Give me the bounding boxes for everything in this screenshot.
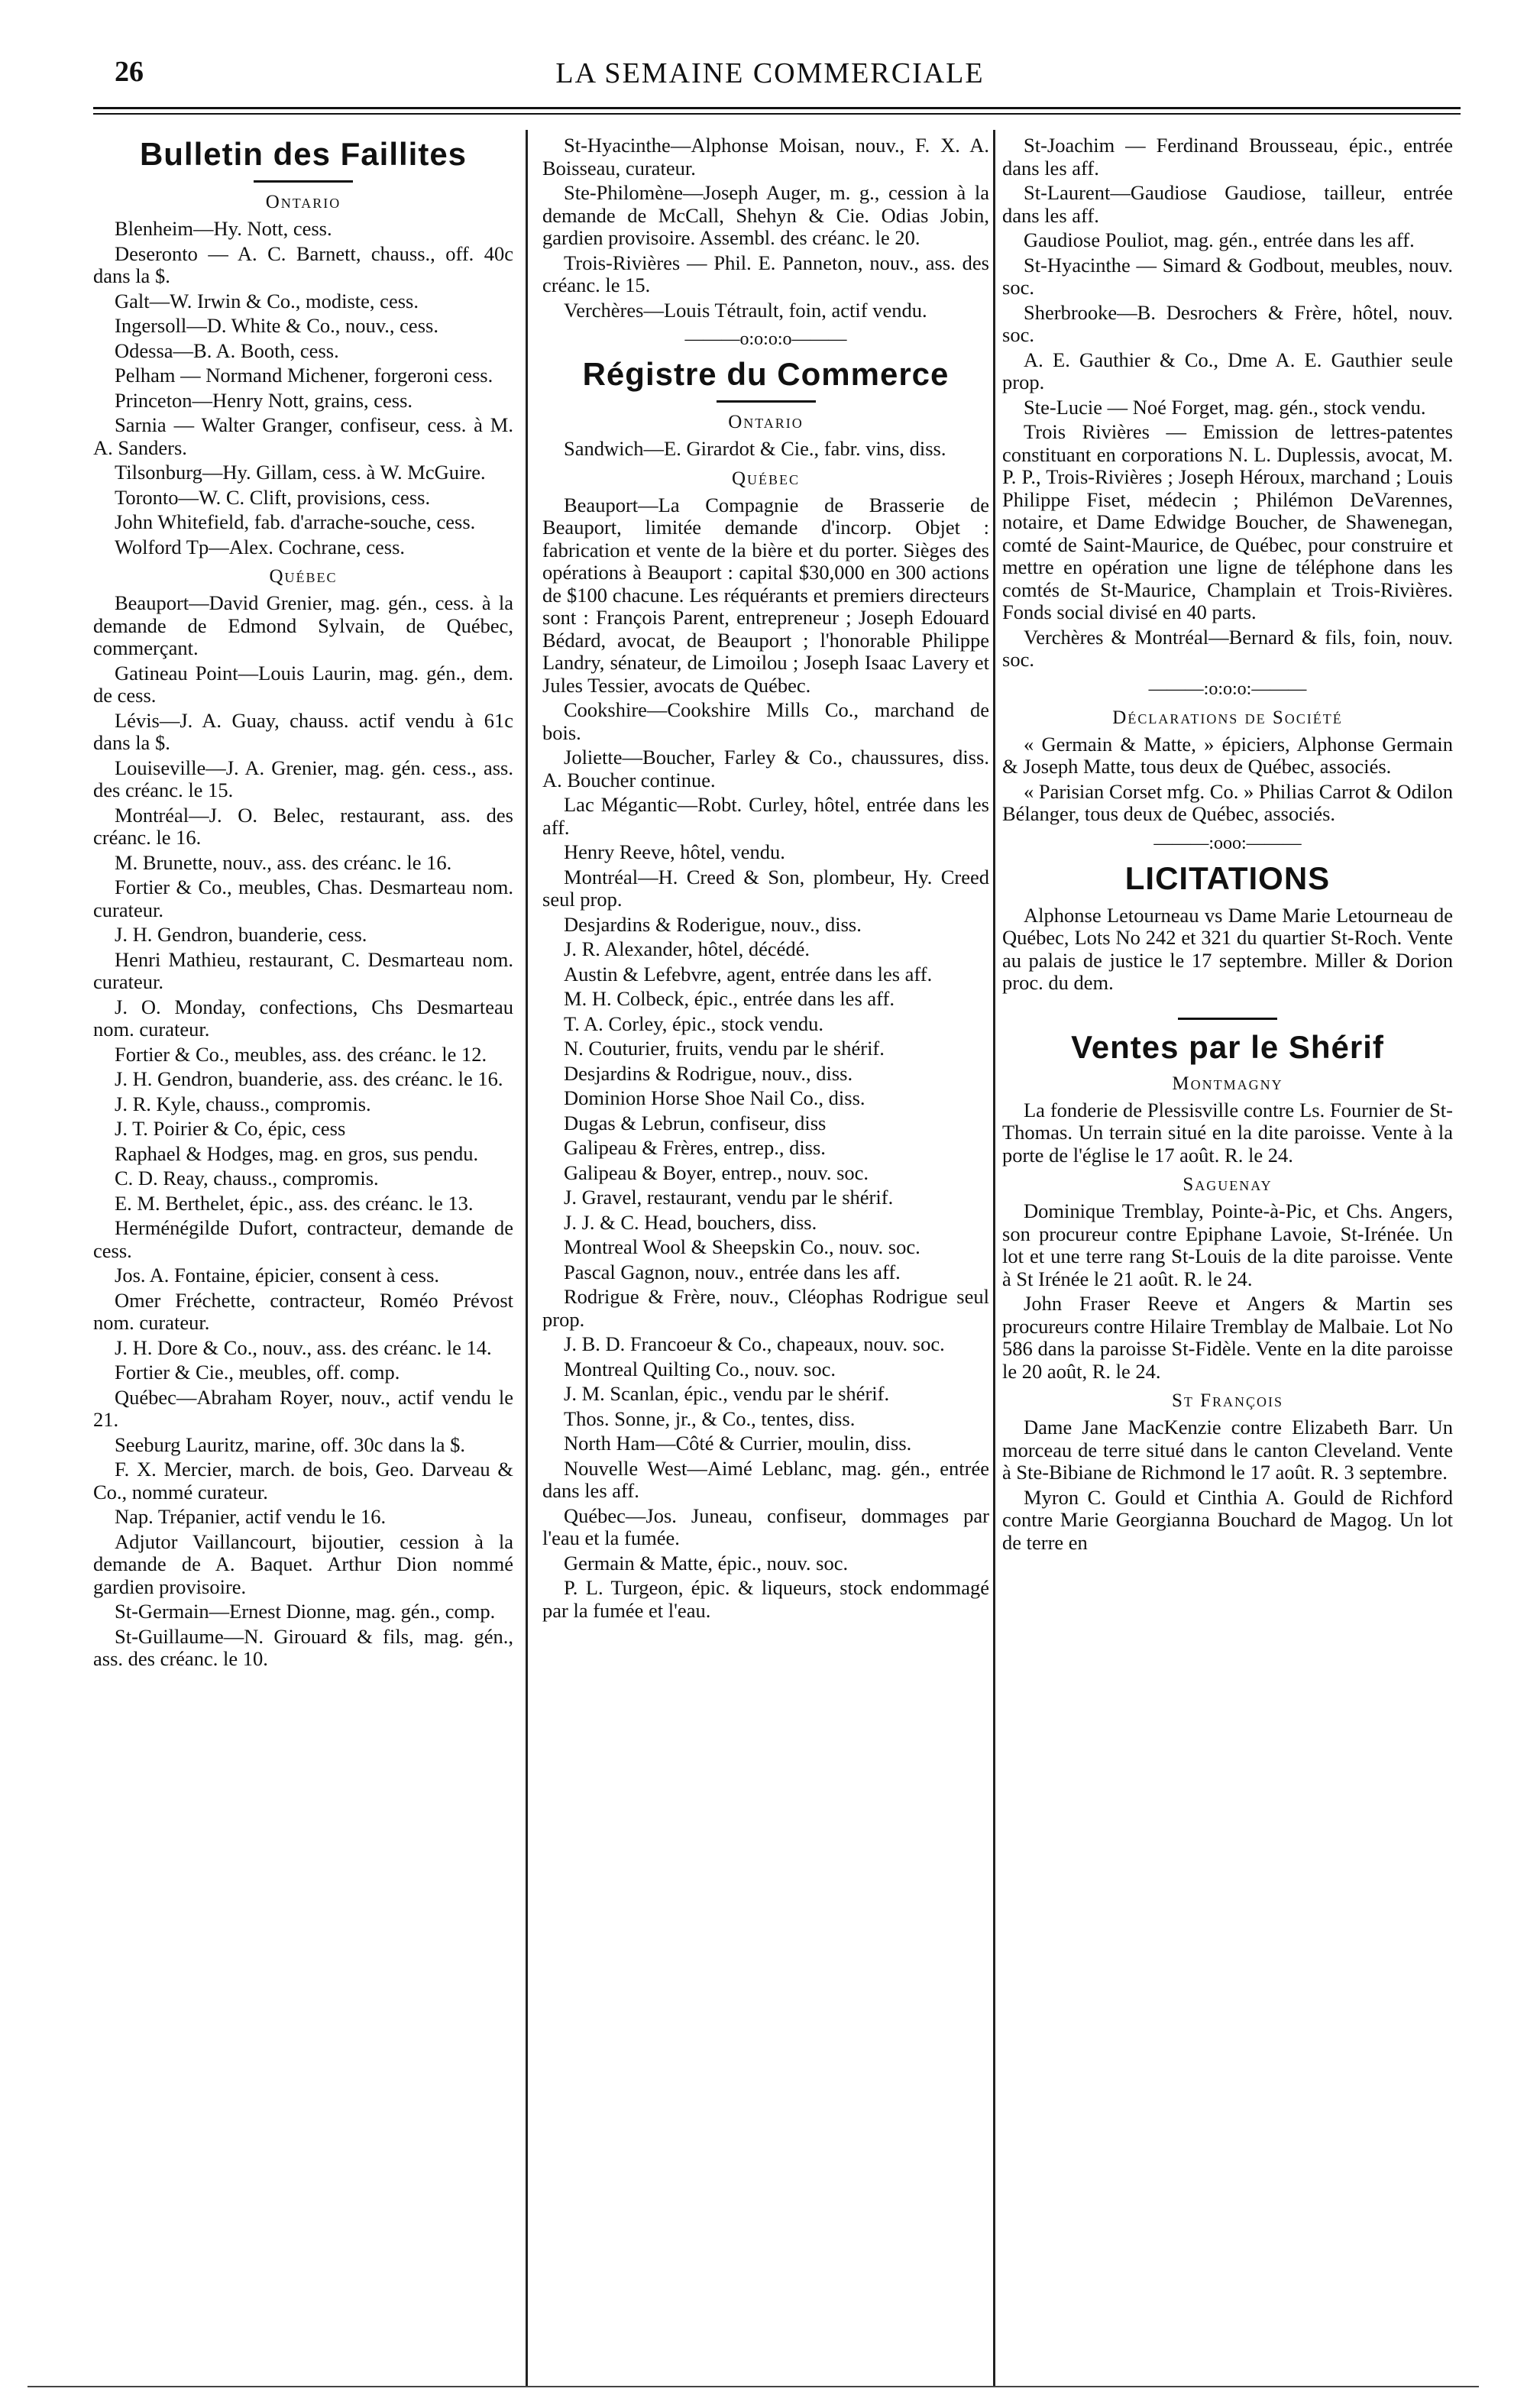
listing-entry: Galt—W. Irwin & Co., modiste, cess. [115,289,419,312]
listing-entry: Alphonse Letourneau vs Dame Marie Letourneau de Québec, Lots No 242 et 321 du quartier St-Roch. Vente au palais de justice le 17 septembre. Miller & Dorion proc. du dem. [1002,903,1453,994]
listing-entry: M. Brunette, nouv., ass. des créanc. le 16. [115,850,452,874]
licitations-list [1002,905,1453,995]
listing-entry: J. B. D. Francoeur & Co., chapeaux, nouv. soc. [564,1332,945,1355]
listing-entry: P. L. Turgeon, épic. & liqueurs, stock endommagé par la fumée et l'eau. [542,1576,989,1622]
listing-entry: Fortier & Co., meubles, Chas. Desmarteau nom. curateur. [93,875,513,921]
listing-entry: Rodrigue & Frère, nouv., Cléophas Rodrigue seul prop. [542,1285,989,1331]
listing-entry: Omer Fréchette, contracteur, Roméo Prévost nom. curateur. [93,1288,513,1334]
listing-entry: Raphael & Hodges, mag. en gros, sus pendu. [115,1141,479,1165]
listing-entry: St-Guillaume—N. Girouard & fils, mag. gén., ass. des créanc. le 10. [93,1624,513,1670]
listing-entry: J. O. Monday, confections, Chs Desmarteau nom. curateur. [93,995,513,1041]
listing-entry: J. R. Kyle, chauss., compromis. [115,1092,371,1115]
listing-entry: Seeburg Lauritz, marine, off. 30c dans la $. [115,1432,465,1456]
declarations-list [1002,733,1453,826]
listing-entry: La fonderie de Plessisville contre Ls. Fournier de St-Thomas. Un terrain situé en la dite paroisse. Vente à la porte de l'église le 17 août. R. le 24. [1002,1098,1453,1167]
listing-entry: Trois Rivières — Emission de lettres-patentes constituant en corporations N. L. Duplessis, avocat, M. P. P., Trois-Rivières ; Joseph Héroux, marchand ; Louis Philippe Fiset, médecin ; Philémon DeVarennes, notaire, et Dame Edwidge Boucher, de Shawenegan, comté de Saint-Maurice, de Québec, pour construire et mettre en opération une ligne de téléphone dans les comtés de St-Maurice, Champlain et Trois-Rivières. Fonds social divisé en 40 parts. [1002,420,1453,623]
listing-entry: Trois-Rivières — Phil. E. Panneton, nouv., ass. des créanc. le 15. [542,251,989,296]
listing-entry: Montreal Wool & Sheepskin Co., nouv. soc. [564,1235,920,1258]
listing-entry: T. A. Corley, épic., stock vendu. [564,1011,824,1035]
region-heading-saguenay: Saguenay [1182,1174,1273,1195]
title-rule [717,400,816,403]
listing-entry: Louiseville—J. A. Grenier, mag. gén. cess., ass. des créanc. le 15. [93,756,513,801]
header-rule [93,107,1461,109]
listing-entry: Cookshire—Cookshire Mills Co., marchand de bois. [542,698,989,744]
listing-entry: Desjardins & Rodrigue, nouv., diss. [564,1061,853,1085]
listing-entry: Galipeau & Frères, entrep., diss. [564,1136,826,1159]
listing-entry: Beauport—La Compagnie de Brasserie de Beauport, limitée demande d'incorp. Objet : fabrication et vente de la bière et du porter. Sièges des opérations à Beauport : capital $30,000 en 300 actions de $100 chacune. Les réquérants et premiers directeurs sont : François Parent, entrepreneur ; Joseph Edouard Bédard, avocat, de Beauport ; l'honorable Philippe Landry, sénateur, de Limoilou ; Joseph Isaac Lavery et Jules Tessier, avocats de Québec. [542,493,989,697]
listing-entry: Thos. Sonne, jr., & Co., tentes, diss. [564,1406,856,1430]
listing-entry: Québec—Abraham Royer, nouv., actif vendu le 21. [93,1385,513,1431]
listing-entry: St-Joachim — Ferdinand Brousseau, épic., entrée dans les aff. [1002,134,1453,180]
listing-entry: Dame Jane MacKenzie contre Elizabeth Barr. Un morceau de terre situé dans le canton Cleveland. Vente à Ste-Bibiane de Richmond le 17 août. R. 3 septembre. [1002,1416,1453,1484]
listing-entry: Nap. Trépanier, actif vendu le 16. [115,1505,387,1528]
listing-entry: North Ham—Côté & Currier, moulin, diss. [564,1432,912,1455]
listing-entry: St-Germain—Ernest Dionne, mag. gén., comp. [115,1600,496,1623]
page-header [0,55,1540,110]
listing-entry: Toronto—W. C. Clift, provisions, cess. [115,485,431,509]
listing-entry: Odessa—B. A. Booth, cess. [115,338,339,362]
footer-rule [28,2386,1479,2387]
listing-entry: N. Couturier, fruits, vendu par le shérif. [564,1037,885,1060]
column-licitations [1002,134,1453,2380]
listing-entry: Desjardins & Roderigue, nouv., diss. [564,912,862,936]
listing-entry: Joliette—Boucher, Farley & Co., chaussures, diss. A. Boucher continue. [542,746,989,791]
section-rule [1178,1018,1277,1020]
section-title-registre: Régistre du Commerce [582,356,950,392]
region-heading-ontario: Ontario [265,192,341,212]
listing-entry: St-Hyacinthe—Alphonse Moisan, nouv., F. X. A. Boisseau, curateur. [542,134,989,180]
listing-entry: Dominion Horse Shoe Nail Co., diss. [564,1086,865,1109]
section-title-licitations: LICITATIONS [1124,859,1331,896]
listing-entry: J. H. Gendron, buanderie, cess. [115,923,367,946]
listing-entry: J. H. Dore & Co., nouv., ass. des créanc. le 14. [115,1335,492,1359]
listing-entry: « Parisian Corset mfg. Co. » Philias Carrot & Odilon Bélanger, tous deux de Québec, associés. [1002,779,1453,825]
listing-entry: A. E. Gauthier & Co., Dme A. E. Gauthier seule prop. [1002,348,1453,393]
listing-entry: Henri Mathieu, restaurant, C. Desmarteau nom. curateur. [93,947,513,993]
listing-entry: Montréal—J. O. Belec, restaurant, ass. des créanc. le 16. [93,803,513,849]
listing-entry: Henry Reeve, hôtel, vendu. [564,840,785,863]
listing-entry: Gatineau Point—Louis Laurin, mag. gén., dem. de cess. [93,661,513,707]
listing-entry: Pascal Gagnon, nouv., entrée dans les aff. [564,1260,901,1283]
listing-entry: John Whitefield, fab. d'arrache-souche, cess. [115,510,476,533]
listing-entry: Ingersoll—D. White & Co., nouv., cess. [115,314,438,337]
header-rule-thin [93,113,1461,115]
listing-entry: Fortier & Cie., meubles, off. comp. [115,1361,400,1384]
listing-entry: Lévis—J. A. Guay, chauss. actif vendu à 61c dans la $. [93,708,513,754]
listing-entry: Austin & Lefebvre, agent, entrée dans les aff. [564,962,933,986]
listing-entry: J. H. Gendron, buanderie, ass. des créanc. le 16. [115,1067,503,1090]
listing-entry: Ste-Philomène—Joseph Auger, m. g., cession à la demande de McCall, Shehyn & Cie. Odias Jobin, gardien provisoire. Assembl. des créanc. le 20. [542,181,989,249]
column-divider-left [526,130,528,2387]
listing-entry: J. Gravel, restaurant, vendu par le shérif. [564,1186,894,1209]
listing-entry: Princeton—Henry Nott, grains, cess. [115,388,413,412]
listing-entry: Fortier & Co., meubles, ass. des créanc. le 12. [115,1042,487,1066]
st-francois-list [1002,1416,1453,1554]
region-heading-montmagny: Montmagny [1172,1073,1283,1094]
registre-ontario-list [542,438,989,461]
listing-entry: E. M. Berthelet, épic., ass. des créanc. le 13. [115,1191,474,1215]
listing-entry: Galipeau & Boyer, entrep., nouv. soc. [564,1160,869,1184]
listing-entry: J. T. Poirier & Co, épic, cess [115,1117,346,1140]
listing-entry: Montreal Quilting Co., nouv. soc. [564,1357,836,1380]
title-rule [254,180,353,183]
column-registre [542,134,989,2380]
faillites-quebec-list [93,592,513,1671]
listing-entry: C. D. Reay, chauss., compromis. [115,1167,379,1189]
listing-entry: Wolford Tp—Alex. Cochrane, cess. [115,535,406,558]
region-heading-ontario: Ontario [728,412,804,432]
listing-entry: J. R. Alexander, hôtel, décédé. [564,937,810,960]
listing-entry: Dominique Tremblay, Pointe-à-Pic, et Chs. Angers, son procureur contre Epiphane Lavoie, St-Irénée. Un lot et une terre rang St-Louis de la dite paroisse. Vente à St Irénée le 21 août. R. le 24. [1002,1199,1453,1290]
listing-entry: Sherbrooke—B. Desrochers & Frère, hôtel, nouv. soc. [1002,300,1453,346]
listing-entry: Nouvelle West—Aimé Leblanc, mag. gén., entrée dans les aff. [542,1456,989,1502]
listing-entry: Verchères & Montréal—Bernard & fils, foin, nouv. soc. [1002,625,1453,671]
listing-entry: J. J. & C. Head, bouchers, diss. [564,1210,817,1234]
listing-entry: Québec—Jos. Juneau, confiseur, dommages par l'eau et la fumée. [542,1503,989,1549]
column-divider-right [993,130,995,2387]
listing-entry: Lac Mégantic—Robt. Curley, hôtel, entrée dans les aff. [542,793,989,839]
listing-entry: Deseronto — A. C. Barnett, chauss., off. 40c dans la $. [93,241,513,287]
listing-entry: Tilsonburg—Hy. Gillam, cess. à W. McGuire. [115,461,486,484]
separator: ———o:o:o:o——— [684,329,847,349]
listing-entry: Germain & Matte, épic., nouv. soc. [564,1551,849,1575]
registre-quebec-list [542,494,989,1623]
listing-entry: Myron C. Gould et Cinthia A. Gould de Richford contre Marie Georgianna Bouchard de Magog. Un lot de terre en [1002,1485,1453,1554]
separator: ———:ooo:——— [1153,833,1302,853]
journal-title: LA SEMAINE COMMERCIALE [555,57,985,89]
region-heading-st-francois: St François [1171,1390,1284,1411]
listing-entry: St-Laurent—Gaudiose Gaudiose, tailleur, entrée dans les aff. [1002,181,1453,227]
region-heading-quebec: Québec [269,566,338,587]
listing-entry: Pelham — Normand Michener, forgeroni cess. [115,364,493,387]
listing-entry: St-Hyacinthe — Simard & Godbout, meubles, nouv. soc. [1002,253,1453,299]
listing-entry: Jos. A. Fontaine, épicier, consent à cess. [115,1264,440,1287]
listing-entry: Gaudiose Pouliot, mag. gén., entrée dans les aff. [1024,228,1415,251]
faillites-ontario-list [93,218,513,558]
listing-entry: « Germain & Matte, » épiciers, Alphonse Germain & Joseph Matte, tous deux de Québec, associés. [1002,732,1453,778]
montmagny-list [1002,1099,1453,1167]
listing-entry: Adjutor Vaillancourt, bijoutier, cession à la demande de A. Baquet. Arthur Dion nommé gardien provisoire. [93,1529,513,1598]
saguenay-list [1002,1200,1453,1383]
listing-entry: Beauport—David Grenier, mag. gén., cess. à la demande de Edmond Sylvain, de Québec, commerçant. [93,591,513,659]
listing-entry: Blenheim—Hy. Nott, cess. [115,217,332,240]
listing-entry: M. H. Colbeck, épic., entrée dans les aff. [564,987,895,1010]
faillites-continued-list [542,134,989,322]
page-number: 26 [115,56,144,88]
listing-entry: F. X. Mercier, march. de bois, Geo. Darveau & Co., nommé curateur. [93,1458,513,1503]
listing-entry: Sandwich—E. Girardot & Cie., fabr. vins, diss. [564,437,946,460]
separator: ———:o:o:o:——— [1148,678,1307,699]
listing-entry: Dugas & Lebrun, confiseur, diss [564,1111,827,1134]
registre-continued-list [1002,134,1453,672]
column-faillites [93,134,513,2380]
listing-entry: John Fraser Reeve et Angers & Martin ses procureurs contre Hilaire Tremblay de Malbaie. Lot No 586 dans la paroisse St-Fidèle. Vente en la dite paroisse le 20 août, R. le 24. [1002,1292,1453,1383]
section-title-sherif: Ventes par le Shérif [1071,1028,1384,1065]
listing-entry: Montréal—H. Creed & Son, plombeur, Hy. Creed seul prop. [542,865,989,911]
listing-entry: Herménégilde Dufort, contracteur, demande de cess. [93,1216,513,1262]
declarations-heading: Déclarations de Société [1112,707,1343,728]
region-heading-quebec: Québec [731,468,801,489]
section-title-faillites: Bulletin des Faillites [139,136,467,172]
listing-entry: Verchères—Louis Tétrault, foin, actif vendu. [564,298,927,322]
listing-entry: Ste-Lucie — Noé Forget, mag. gén., stock vendu. [1024,395,1426,419]
listing-entry: J. M. Scanlan, épic., vendu par le shérif. [564,1382,890,1405]
listing-entry: Sarnia — Walter Granger, confiseur, cess. à M. A. Sanders. [93,413,513,459]
